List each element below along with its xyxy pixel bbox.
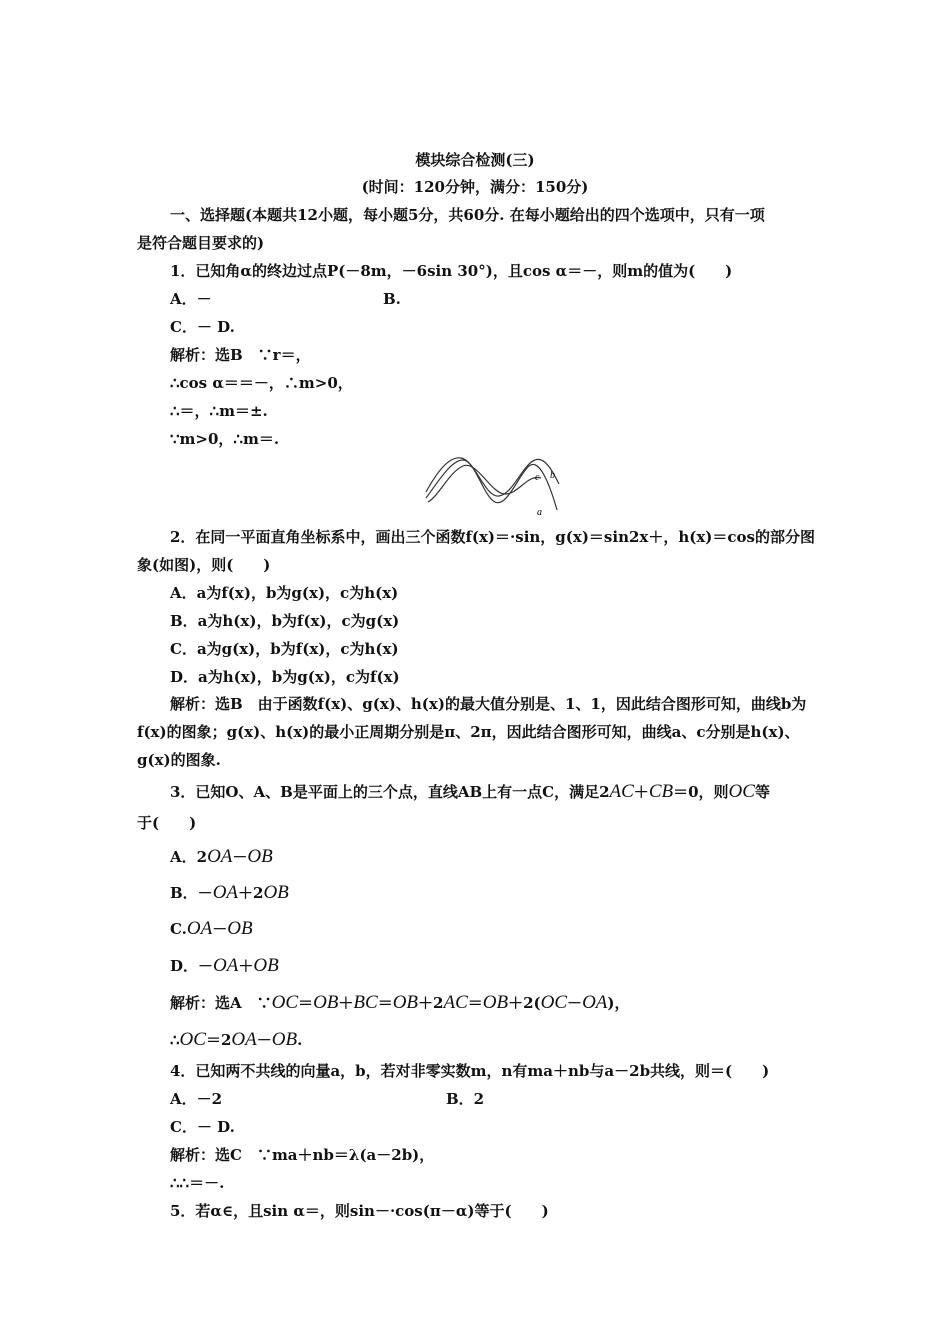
q3-option-b (170, 883, 289, 903)
page-subtitle: (时间：120分钟，满分：150分) (361, 178, 589, 196)
q3-solution-1 (170, 993, 630, 1013)
q2-stem-1: 2．在同一平面直角坐标系中，画出三个函数f(x)＝·sin，g(x)＝sin2x＋，h(x)＝cos的部分图 (170, 528, 815, 546)
q3-stem-part-b: ＝0，则 (673, 783, 729, 801)
therefore-sign: ∴ (170, 1031, 180, 1049)
vector-ob: OB (227, 918, 253, 939)
section-heading-line2: 是符合题目要求的) (137, 234, 265, 252)
equals-sign: ＝ (377, 994, 393, 1012)
plus-two-paren: ＋2( (508, 994, 541, 1012)
vector-bc: BC (353, 992, 378, 1013)
period: . (297, 1031, 303, 1049)
vector-ob: OB (392, 992, 419, 1013)
q3-stem-1 (170, 782, 770, 802)
vector-oc: OC (540, 992, 568, 1013)
q1-option-a: A．－ (170, 290, 212, 308)
q3-option-b-prefix: B．－ (170, 884, 213, 902)
minus-sign: － (567, 994, 583, 1012)
q2-option-c: C．a为g(x)，b为f(x)，c为h(x) (170, 640, 399, 658)
q3-option-d (170, 956, 279, 976)
q3-option-a-prefix: A．2 (170, 848, 208, 866)
q4-option-b: B．2 (446, 1090, 485, 1108)
vector-oa: OA (231, 1029, 257, 1050)
equals-sign: ＝ (467, 994, 483, 1012)
vector-ac: AC (443, 992, 468, 1013)
equals-sign: ＝ (298, 994, 314, 1012)
q2-stem-2: 象(如图)，则( ) (137, 556, 271, 574)
vector-oa: OA (213, 955, 239, 976)
vector-ob: OB (263, 882, 289, 903)
q2-option-d: D．a为h(x)，b为g(x)，c为f(x) (170, 668, 400, 686)
q1-solution-3: ∴＝，∴m＝±. (170, 402, 268, 420)
q2-solution-1: 解析：选B 由于函数f(x)、g(x)、h(x)的最大值分别是、1、1，因此结合图形可知，曲线b为 (170, 695, 807, 713)
label-a: a (537, 507, 542, 518)
q3-option-c (170, 919, 253, 939)
q4-solution-2: ∴∴＝－. (170, 1174, 225, 1192)
q1-solution-2: ∴cos α＝＝－，∴m>0， (170, 374, 353, 392)
q4-option-a: A．－2 (170, 1090, 223, 1108)
function-graph-figure (423, 452, 563, 518)
curve-a (426, 460, 557, 510)
q5-stem: 5．若α∈，且sin α＝，则sin－·cos(π－α)等于( ) (170, 1202, 549, 1220)
vector-oc: OC (728, 781, 755, 802)
q3-stem-part-c: 等 (754, 783, 770, 801)
vector-oa: OA (212, 882, 239, 903)
vector-cb: CB (648, 781, 674, 802)
q1-option-b: B. (383, 290, 401, 308)
vector-oa: OA (186, 918, 213, 939)
q3-solution-prefix: 解析：选A ∵ (170, 994, 272, 1012)
vector-ob: OB (253, 955, 279, 976)
q2-solution-3: g(x)的图象. (137, 751, 221, 769)
vector-oc: OC (179, 1029, 206, 1050)
q3-option-d-operator: ＋ (238, 957, 254, 975)
vector-oa: OA (207, 846, 233, 867)
q3-option-a (170, 847, 273, 867)
vector-ob: OB (313, 992, 339, 1013)
vector-ob: OB (271, 1029, 298, 1050)
q2-option-b: B．a为h(x)，b为f(x)，c为g(x) (170, 612, 400, 630)
vector-ob: OB (482, 992, 509, 1013)
q4-solution-1: 解析：选C ∵ma＋nb＝λ(a－2b)， (170, 1146, 435, 1164)
equals-two: ＝2 (205, 1031, 232, 1049)
q1-option-cd: C．－ D. (170, 318, 235, 336)
q2-option-a: A．a为f(x)，b为g(x)，c为h(x) (170, 584, 399, 602)
q3-option-b-operator: ＋2 (238, 884, 264, 902)
close-paren: )， (607, 994, 630, 1012)
label-b: b (550, 470, 555, 481)
q1-stem: 1．已知角α的终边过点P(－8m，－6sin 30°)，且cos α＝－，则m的值为( ) (170, 262, 733, 280)
q1-solution-1: 解析：选B ∵r＝， (170, 346, 311, 364)
q3-option-c-operator: － (212, 920, 228, 938)
vector-ob: OB (247, 846, 273, 867)
page-title: 模块综合检测(三) (415, 151, 535, 169)
section-heading-line1: 一、选择题(本题共12小题，每小题5分，共60分. 在每小题给出的四个选项中，只有一项 (170, 206, 765, 224)
q3-stem-part-a: 3．已知O、A、B是平面上的三个点，直线AB上有一点C，满足2 (170, 783, 610, 801)
vector-oc: OC (271, 992, 299, 1013)
plus-two: ＋2 (418, 994, 444, 1012)
minus-sign: － (256, 1031, 272, 1049)
q4-stem: 4．已知两不共线的向量a，b，若对非零实数m，n有ma＋nb与a－2b共线，则＝( ) (170, 1062, 770, 1080)
vector-oa: OA (582, 992, 608, 1013)
q4-option-cd: C．－ D. (170, 1118, 235, 1136)
vector-ac: AC (609, 781, 634, 802)
plus-sign: ＋ (338, 994, 354, 1012)
q3-option-a-operator: － (232, 848, 248, 866)
q3-plus: ＋ (633, 783, 649, 801)
q3-stem-2: 于( ) (137, 814, 197, 832)
q3-solution-2 (170, 1030, 302, 1050)
label-c: c (535, 472, 540, 483)
q2-solution-2: f(x)的图象；g(x)、h(x)的最小正周期分别是π、2π，因此结合图形可知，曲线a、c分别是h(x)、 (137, 723, 800, 741)
q3-option-c-prefix: C. (170, 920, 187, 938)
q1-solution-4: ∵m>0，∴m＝. (170, 430, 280, 448)
q3-option-d-prefix: D．－ (170, 957, 214, 975)
